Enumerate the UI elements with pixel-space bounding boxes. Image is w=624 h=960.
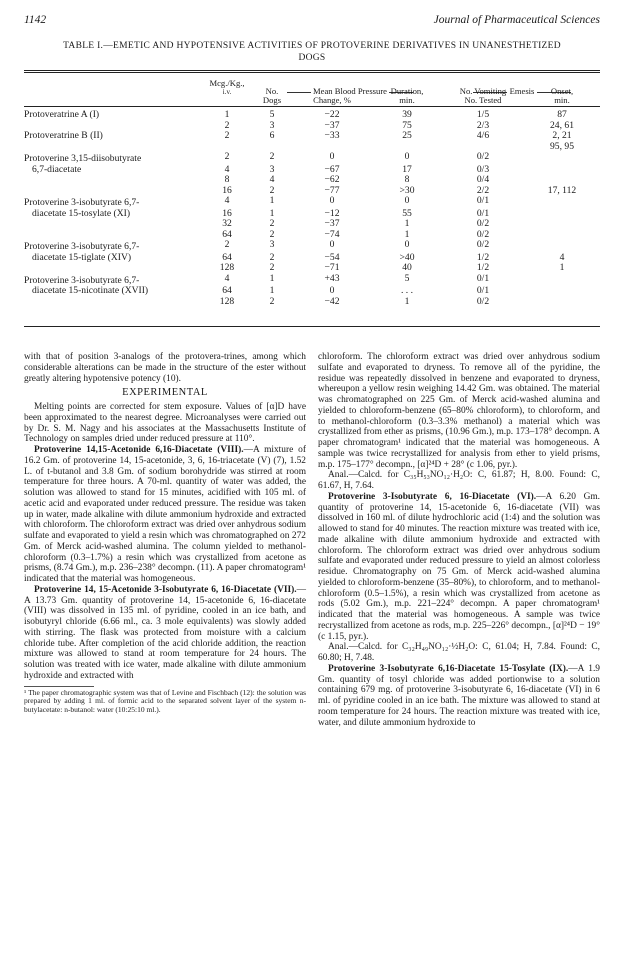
table-cell-dose: 2 xyxy=(224,119,230,131)
table-row xyxy=(24,253,600,264)
table-cell-dose: 2 xyxy=(224,151,230,162)
table-cell-compound: Protoverine 3-isobutyrate 6,7- xyxy=(24,241,140,252)
table-cell-dose: 32 xyxy=(222,218,232,229)
table-cell-change: −67 xyxy=(324,163,340,175)
table-cell-dogs: 2 xyxy=(269,228,275,240)
table-caption-line2: DOGS xyxy=(298,53,326,63)
table-cell-onset: 95, 95 xyxy=(550,140,574,152)
table-cell-compound: diacetate 15-tiglate (XIV) xyxy=(32,251,132,263)
table-cell-vomit: 0/1 xyxy=(476,195,490,206)
compound-heading: Protoverine 3-Isobutyrate 6, 16-Diacetate (VI). xyxy=(328,491,537,502)
table-cell-dogs: 2 xyxy=(269,184,275,196)
table-cell-duration: 1 xyxy=(404,228,410,240)
paragraph: chloroform. The chloroform extract was dried over anhydrous sodium sulfate and evaporated to dryness. To remove all of the pyridine, the residue was repeatedly dissolved in benzene and evaporated to dryness, whereupon a yellow resin weighing 14.42 Gm. was obtained. The material was chromatographed on 225 Gm. of Merck acid-washed alumina and yielded to chloroform-benzene (65–80% chloroform), to chloroform, and to methanol-chloroform (0.3–3.3% methanol) a material which was crystallized from ether as prisms, (10.96 Gm.), m.p. 173–178° decompn. A paper chromatogram¹ indicated that the material was homogeneous. A sample was twice recrystallized for analysis from ether to yield prisms, m.p. 175–177° decompn., [α]²⁴D + 28° (c 1.06, pyr.). xyxy=(318,352,600,470)
table-cell-change: 0 xyxy=(329,285,335,296)
table-cell-compound xyxy=(24,175,202,186)
table-row xyxy=(24,165,600,176)
table-cell-dose: 1 xyxy=(224,109,230,120)
table-cell-dogs: 5 xyxy=(269,109,275,120)
table-cell-vomit: 0/1 xyxy=(476,272,490,284)
paragraph: Protoverine 14,15-Acetonide 6,16-Diacetate (VIII).—A mixture of 16.2 Gm. of protoverine 14, 15-acetonide, 3, 6, 16-triacetate (V) (7), 1.52 L. of t-butanol and 3.8 Gm. of sodium borohydride was stirred at room temperature for three hours. A 70-ml. quantity of water was added, the solution was allowed to stand for 15 minutes, acidified with 105 ml. of acetic acid and evaporated under reduced pressure. The residue was taken up in water, made alkaline with dilute ammonium hydroxide and extracted with chloroform. The chloroform extract was dried over anhydrous sodium sulfate and evaporated to yield a resin which was chromatographed on 272 Gm. of Merck acid-washed alumina. The column yielded to methanol-chloroform (0.3–1.7%) a resin which was crystallized from acetone as prisms, (8.74 Gm.), m.p. 236–238° decompn. (11). A paper chromatogram¹ indicated that the material was homogeneous. xyxy=(24,445,306,584)
table-cell-onset: 24, 61 xyxy=(550,119,574,131)
table-cell-onset: 4 xyxy=(559,251,565,263)
table-top-rule xyxy=(24,70,600,71)
paragraph: Melting points are corrected for stem exposure. Values of [α]D have been approximated to the nearest degree. Microanalyses were carried out by Dr. S. M. Nagy and his associates at the Massachusetts Institute of Technology on samples dried under reduced pressure at 110°. xyxy=(24,402,306,445)
table-cell-vomit: 2/2 xyxy=(476,184,490,196)
table-cell-compound xyxy=(24,297,202,308)
table-row xyxy=(24,196,600,209)
table-cell-compound xyxy=(24,186,202,197)
table-cell-onset xyxy=(524,175,600,186)
table-cell-dogs: 4 xyxy=(269,174,275,185)
table-cell-compound xyxy=(24,230,202,241)
table-cell-change: −22 xyxy=(324,109,340,120)
table-cell-vomit: 0/1 xyxy=(476,285,490,296)
col-header-vomiting: No. Vomiting No. Tested xyxy=(459,86,507,105)
col-header-duration: Duration, min. xyxy=(390,86,424,105)
table-cell-change: −42 xyxy=(324,295,340,307)
table-caption-line1: TABLE I.—EMETIC AND HYPOTENSIVE ACTIVITIES OF PROTOVERINE DERIVATIVES IN UNANESTHETIZED xyxy=(63,41,561,51)
table-cell-dose: 2 xyxy=(224,130,230,141)
section-heading-experimental: EXPERIMENTAL xyxy=(122,387,208,399)
table-cell-duration: 0 xyxy=(404,151,410,162)
table-cell-change: 0 xyxy=(329,195,335,206)
table-cell-dose: 64 xyxy=(222,285,232,296)
table-row xyxy=(24,131,600,142)
table-row xyxy=(24,286,600,297)
table-row xyxy=(24,142,600,153)
table-top-rule-2 xyxy=(24,72,600,73)
table-row xyxy=(24,110,600,121)
table-row xyxy=(24,152,600,165)
table-cell-duration: >30 xyxy=(399,184,415,196)
table-row xyxy=(24,175,600,186)
table-cell-change: −33 xyxy=(324,130,340,141)
table-cell-onset: 87 xyxy=(557,109,567,120)
compound-heading: Protoverine 3-Isobutyrate 6,16-Diacetate 15-Tosylate (IX). xyxy=(328,663,569,674)
compound-heading: Protoverine 14, 15-Acetonide 3-Isobutyrate 6, 16-Diacetate (VII). xyxy=(34,584,297,595)
paragraph: with that of position 3-analogs of the protovera-trines, among which considerable alterations can be made in the structure of the ester without greatly altering hypotensive potency (10). xyxy=(24,352,306,384)
table-cell-onset xyxy=(524,274,600,287)
table-row xyxy=(24,297,600,308)
table-cell-dogs: 3 xyxy=(269,163,275,175)
table-cell-duration: 0 xyxy=(404,239,410,250)
table-cell-onset xyxy=(524,165,600,176)
table-cell-change: −74 xyxy=(324,228,340,240)
table-cell-dogs: 2 xyxy=(269,262,275,273)
table-cell-compound: Protoverine 3-isobutyrate 6,7- xyxy=(24,274,140,286)
table-cell-change: −62 xyxy=(324,174,340,185)
table-cell-vomit: 0/2 xyxy=(476,218,490,229)
table-cell-change: −54 xyxy=(324,251,340,263)
table-cell-dose: 4 xyxy=(224,163,230,175)
table-cell-duration: 40 xyxy=(402,262,412,273)
analysis-line: Anal.—Calcd. for C₃₅H₅₃NO₁₂·H₂O: C, 61.87; H, 8.00. Found: C, 61.67, H, 7.64. xyxy=(318,470,600,491)
col-header-change: Change, % xyxy=(313,95,351,105)
table-cell-onset xyxy=(524,230,600,241)
left-column xyxy=(24,352,306,714)
table-cell-onset xyxy=(524,196,600,209)
paragraph: Protoverine 3-Isobutyrate 6, 16-Diacetate (VI).—A 6.20 Gm. quantity of protoverine 14, 15-acetonide 6, 16-diacetate (VII) was dissolved in 160 ml. of dilute hydrochloric acid (1:4) and the solution was allowed to stand for 40 minutes. The reaction mixture was treated with ice, made alkaline with dilute ammonium hydroxide and extracted with chloroform. The chloroform extract was dried over anhydrous sodium sulfate and evaporated under reduced pressure to yield an almost colorless residue. Chromatography on 75 Gm. of Merck acid-washed alumina yielded to chloroform-benzene (35–80%), to chloroform, and to methanol-chloroform (0.5–1.5%), a resin which was crystallized from acetone as rods (5.02 Gm.), m.p. 221–224° decompn. A paper chromatogram¹ indicated that the material was homogeneous. A sample was twice recrystallized from acetone as rods, m.p. 225–226° decompn., [α]²⁴D − 19° (c 1.15, pyr.). xyxy=(318,491,600,642)
footnote: ¹ The paper chromatographic system was that of Levine and Fischbach (12): the solution was prepared by adding 1 ml. of formic acid to the separated solvent layer of the system n-butylacetate: n-butanol: water (10:25:10 ml.). xyxy=(24,687,306,714)
table-cell-dose: 16 xyxy=(222,207,232,219)
table-cell-dogs: 2 xyxy=(269,218,275,229)
table-cell-duration: 75 xyxy=(402,119,412,131)
table-cell-dogs: 1 xyxy=(269,195,275,206)
table-row xyxy=(24,219,600,230)
table-cell-compound xyxy=(24,219,202,230)
table-bottom-rule xyxy=(24,326,600,327)
table-cell-duration: 1 xyxy=(404,218,410,229)
table-cell-dose: 128 xyxy=(219,262,235,273)
table-cell-onset: 17, 112 xyxy=(547,184,577,196)
table-cell-vomit: 0/2 xyxy=(476,239,490,250)
table-cell-duration: 0 xyxy=(404,195,410,206)
table-row xyxy=(24,186,600,197)
table-cell-compound: diacetate 15-nicotinate (XVII) xyxy=(32,285,149,296)
table-cell-onset xyxy=(524,219,600,230)
table-cell-duration: 39 xyxy=(402,109,412,120)
table-cell-duration: 25 xyxy=(402,130,412,141)
table-cell-onset xyxy=(524,209,600,220)
table-cell-dogs: 3 xyxy=(269,119,275,131)
table-cell-compound xyxy=(24,142,202,153)
table-caption xyxy=(24,40,600,64)
table-row xyxy=(24,121,600,132)
table-cell-duration: 1 xyxy=(404,295,410,307)
table-cell-onset xyxy=(524,240,600,253)
table-cell-duration: >40 xyxy=(399,251,415,263)
table-cell-vomit: 0/3 xyxy=(476,163,490,175)
activity-table xyxy=(24,110,600,307)
table-cell-change: −71 xyxy=(324,262,340,273)
table-cell-dogs: 2 xyxy=(269,151,275,162)
table-cell-compound: Protoveratrine A (I) xyxy=(24,109,100,120)
table-cell-dose: 2 xyxy=(224,239,230,250)
table-cell-compound: Protoverine 3,15-diisobutyrate xyxy=(24,153,142,164)
compound-heading: Protoverine 14,15-Acetonide 6,16-Diacetate (VIII). xyxy=(34,445,244,455)
table-cell-dogs: 1 xyxy=(269,285,275,296)
table-cell-change: +43 xyxy=(324,272,340,284)
table-cell-vomit: 1/5 xyxy=(476,109,490,120)
table-cell-onset xyxy=(524,297,600,308)
col-header-dogs: No. Dogs xyxy=(262,86,282,105)
table-cell-onset: 2, 21 xyxy=(552,130,572,141)
col-header-dose: Mcg./Kg., i.v. xyxy=(209,78,245,96)
page-number: 1142 xyxy=(24,14,47,26)
table-cell-duration: 8 xyxy=(404,174,410,185)
table-cell-vomit: 4/6 xyxy=(476,130,490,141)
table-cell-duration: 17 xyxy=(402,163,412,175)
right-column xyxy=(318,352,600,728)
table-row xyxy=(24,240,600,253)
table-cell-onset: 1 xyxy=(559,262,565,273)
table-cell-dose: 8 xyxy=(224,174,230,185)
table-cell-duration: 5 xyxy=(404,272,410,284)
table-cell-compound: Protoveratrine B (II) xyxy=(24,130,103,141)
table-row xyxy=(24,263,600,274)
table-cell-vomit: 0/2 xyxy=(476,228,490,240)
table-cell-dogs: 6 xyxy=(269,130,275,141)
running-header xyxy=(24,14,600,30)
table-cell-change: 0 xyxy=(329,151,335,162)
table-row xyxy=(24,209,600,220)
paragraph: Protoverine 3-Isobutyrate 6,16-Diacetate 15-Tosylate (IX).—A 1.9 Gm. quantity of tosyl chloride was added portionwise to a solution containing 679 mg. of protoverine 3-isobutyrate 6, 16-diacetate (VI) in 6 ml. of pyridine cooled in an ice bath. The mixture was allowed to stand at room temperature for 24 hours. The reaction mixture was treated with ice, water, and dilute ammonium hydroxide to xyxy=(318,663,600,728)
group-header-blood-pressure: Mean Blood Pressure xyxy=(270,86,430,96)
table-cell-vomit: 0/1 xyxy=(476,207,490,219)
table-cell-dose: 64 xyxy=(222,228,232,240)
table-row xyxy=(24,230,600,241)
table-cell-onset xyxy=(524,152,600,165)
table-cell-vomit: 1/2 xyxy=(476,251,490,263)
table-cell-dogs: 2 xyxy=(269,295,275,307)
table-cell-dose: 128 xyxy=(219,295,235,307)
table-cell-vomit: 0/2 xyxy=(476,295,490,307)
table-cell-dogs: 1 xyxy=(269,207,275,219)
table-cell-duration: . . . xyxy=(401,285,413,296)
table-cell-change: −77 xyxy=(324,184,340,196)
table-cell-compound xyxy=(24,263,202,274)
table-cell-dogs: 3 xyxy=(269,239,275,250)
table-cell-vomit: 0/4 xyxy=(476,174,490,185)
table-cell-dose: 4 xyxy=(224,272,230,284)
table-cell-vomit: 2/3 xyxy=(476,119,490,131)
table-cell-change: −37 xyxy=(324,218,340,229)
table-cell-vomit: 1/2 xyxy=(476,262,490,273)
journal-title: Journal of Pharmaceutical Sciences xyxy=(433,14,600,26)
table-cell-vomit: 0/2 xyxy=(476,151,490,162)
table-cell-change: −12 xyxy=(324,207,340,219)
group-header-emesis: Emesis xyxy=(444,86,600,96)
table-cell-onset xyxy=(524,286,600,297)
table-cell-dogs: 1 xyxy=(269,272,275,284)
table-cell-compound: diacetate 15-tosylate (XI) xyxy=(32,207,131,219)
table-cell-dogs: 2 xyxy=(269,251,275,263)
table-cell-change: −37 xyxy=(324,119,340,131)
table-cell-duration: 55 xyxy=(402,207,412,219)
table-cell-dose: 64 xyxy=(222,251,232,263)
paragraph: Protoverine 14, 15-Acetonide 3-Isobutyrate 6, 16-Diacetate (VII).—A 13.73 Gm. quantity of protoverine 14, 15-acetonide 6, 16-diacetate (VIII) was dissolved in 135 ml. of pyridine, cooled in an ice bath, and isobutyryl chloride (6.66 ml., ca. 3 mole equivalents) was slowly added with stirring. The flask was protected from moisture with a calcium chloride tube. After completion of the acid chloride addition, the reaction mixture was allowed to stand at room temperature for 24 hours. The solution was treated with ice water, made alkaline with dilute ammonium hydroxide and extracted with xyxy=(24,584,306,681)
table-cell-compound: Protoverine 3-isobutyrate 6,7- xyxy=(24,197,140,208)
table-cell-dose: 4 xyxy=(224,195,230,206)
col-header-onset: Onset, min. xyxy=(550,86,574,105)
table-cell-change: 0 xyxy=(329,239,335,250)
table-header-rule xyxy=(24,106,600,107)
table-cell-dose: 16 xyxy=(222,184,232,196)
analysis-line: Anal.—Calcd. for C₃₂H₄₉NO₁₂·½H₂O: C, 61.04; H, 7.84. Found: C, 60.80; H, 7.48. xyxy=(318,642,600,663)
table-cell-compound: 6,7-diacetate xyxy=(32,163,82,175)
